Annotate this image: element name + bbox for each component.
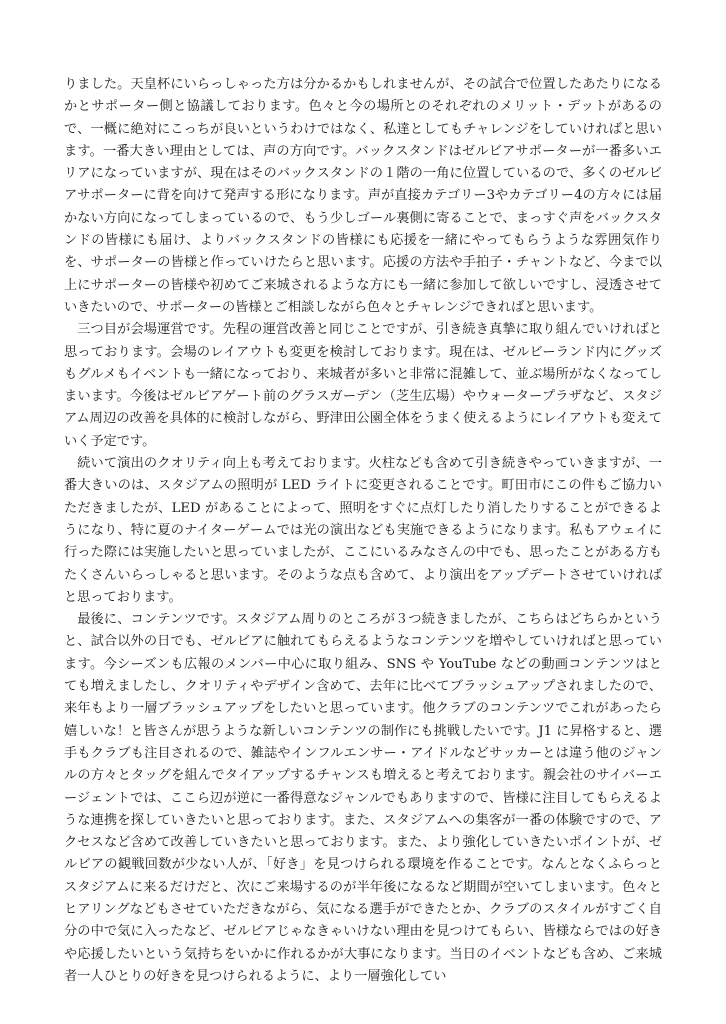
body-text — [64, 74, 662, 988]
paragraph-1: りました。天皇杯にいらっしゃった方は分かるかもしれませんが、その試合で位置したあたりになるかとサポーター側と協議しております。色々と今の場所とのそれぞれのメリット・デットがあるので、一概に絶対にこっちが良いというわけではなく、私達としてもチャレンジをしていければと思います。一番大きい理由としては、声の方向です。バックスタンドはゼルビアサポーターが一番多いエリアになっていますが、現在はそのバックスタンドの１階の一角に位置しているので、多くのゼルビアサポーターに背を向けて発声する形になります。声が直接カテゴリー3やカテゴリー4の方々には届かない方向になってしまっているので、もう少しゴール裏側に寄ることで、まっすぐ声をバックスタンドの皆様にも届け、よりバックスタンドの皆様にも応援を一緒にやってもらうような雰囲気作りを、サポーターの皆様と作っていけたらと思います。応援の方法や手拍子・チャントなど、今まで以上にサポーターの皆様や初めてご来城されるような方にも一緒に参加して欲しいですし、浸透させていきたいので、サポーターの皆様とご相談しながら色々とチャレンジできればと思います。 — [64, 77, 662, 315]
paragraph-3: 続いて演出のクオリティ向上も考えております。火柱なども含めて引き続きやっていきますが、一番大きいのは、スタジアムの照明が LED ライトに変更されることです。町田市にこの件もご協力いただきましたが、LED があることによって、照明をすぐに点灯したり消したりすることができるようになり、特に夏のナイターゲームでは光の演出なども実施できるようになります。私もアウェイに行った際には実施したいと思っていましたが、ここにいるみなさんの中でも、思ったことがある方もたくさんいらっしゃると思います。そのような点も含めて、より演出をアップデートさせていければと思っております。 — [64, 456, 662, 605]
paragraph-2: 三つ目が会場運営です。先程の運営改善と同じことですが、引き続き真摯に取り組んでいければと思っております。会場のレイアウトも変更を検討しております。現在は、ゼルビーランド内にグッズもグルメもイベントも一緒になっており、来城者が多いと非常に混雑して、並ぶ場所がなくなってしまいます。今後はゼルビアゲート前のグラスガーデン（芝生広場）やウォータープラザなど、スタジアム周辺の改善を具体的に検討しながら、野津田公園全体をうまく使えるようにレイアウトも変えていく予定です。 — [64, 322, 662, 449]
paragraph-4: 最後に、コンテンツです。スタジアム周りのところが３つ続きましたが、こちらはどちらかというと、試合以外の日でも、ゼルビアに触れてもらえるようなコンテンツを増やしていければと思っています。今シーズンも広報のメンバー中心に取り組み、SNS や YouTube などの動画コンテンツはとても増えましたし、クオリティやデザイン含めて、去年に比べてブラッシュアップされましたので、来年もより一層ブラッシュアップをしたいと思っています。他クラブのコンテンツでこれがあったら嬉しいな！と皆さんが思うような新しいコンテンツの制作にも挑戦したいです。J1 に昇格すると、選手もクラブも注目されるので、雑誌やインフルエンサー・アイドルなどサッカーとは違う他のジャンルの方々とタッグを組んでタイアップするチャンスも増えると考えております。親会社のサイバーエージェントでは、ここら辺が逆に一番得意なジャンルでもありますので、皆様に注目してもらえるような連携を探していきたいと思っております。また、スタジアムへの集客が一番の体験ですので、アクセスなど含めて改善していきたいと思っております。また、より強化していきたいポイントが、ゼルビアの観戦回数が少ない人が、「好き」を見つけられる環境を作ることです。なんとなくふらっとスタジアムに来るだけだと、次にご来場するのが半年後になるなど期間が空いてしまいます。色々とヒアリングなどもさせていただきながら、気になる選手ができたとか、クラブのスタイルがすごく自分の中で気に入ったなど、ゼルビアじゃなきゃいけない理由を見つけてもらい、皆様ならではの好きや応援したいという気持ちをいかに作れるかが大事になります。当日のイベントなども含め、ご来城者一人ひとりの好きを見つけられるように、より一層強化してい — [64, 612, 662, 984]
